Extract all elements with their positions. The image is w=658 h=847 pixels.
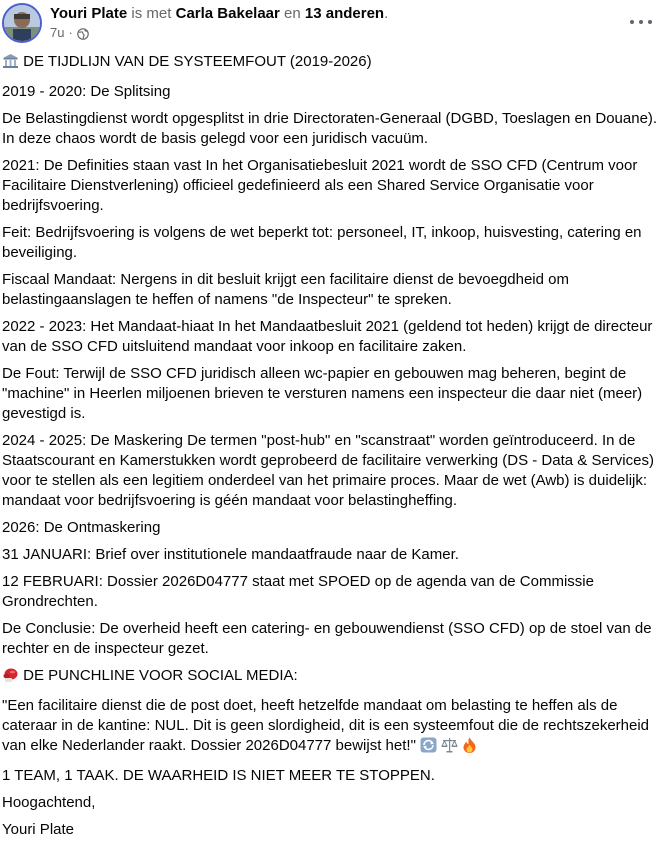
globe-icon[interactable] [77,27,89,39]
period: . [384,5,389,22]
more-options-icon[interactable] [630,12,652,32]
post-body [2,52,658,847]
punchline-title [2,666,658,689]
paragraph: 2024 - 2025: De Maskering De termen "post-hub" en "scanstraat" worden geïntroduceerd. In de Staatscourant en Kamerstukken wordt geprobeerd de facilitaire verwerking (DS - Data & Services) voor te stellen als een legitiem onderdeel van het primaire proces. Maar de wet (Awb) is duidelijk: mandaat voor bedrijfsvoering is géén mandaat voor belastingheffing. [2,432,654,509]
scales-icon [441,737,458,759]
post-header [0,0,658,50]
paragraph: 12 FEBRUARI: Dossier 2026D04777 staat met SPOED op de agenda van de Commissie Grondrechten. [2,573,594,610]
paragraph: Fiscaal Mandaat: Nergens in dit besluit krijgt een facilitaire dienst de bevoegdheid om belastingaanslagen te heffen of namens "de Inspecteur" te spreken. [2,271,569,308]
boxing-glove-icon [2,667,19,689]
paragraph: 2019 - 2020: De Splitsing [2,83,171,100]
post-timestamp[interactable]: 7u [50,25,65,40]
post-meta [50,24,89,42]
bank-building-icon [2,53,19,75]
avatar[interactable] [2,3,42,43]
repeat-icon [420,737,437,759]
timeline-title-text: DE TIJDLIJN VAN DE SYSTEEMFOUT (2019-2026) [23,53,372,70]
others-link[interactable]: 13 anderen [304,5,385,22]
paragraph: 2026: De Ontmaskering [2,519,161,536]
quote-paragraph [2,696,658,759]
timeline-title [2,52,658,75]
author-name[interactable]: Youri Plate [50,5,128,22]
paragraph: Feit: Bedrijfsvoering is volgens de wet beperkt tot: personeel, IT, inkoop, huisvesting, catering en beveiliging. [2,224,642,261]
paragraph: 31 JANUARI: Brief over institutionele mandaatfraude naar de Kamer. [2,546,459,563]
post-attribution [50,4,388,24]
signature-name: Youri Plate [2,821,74,838]
with-text: is met [131,5,172,22]
paragraph: De Belastingdienst wordt opgesplitst in drie Directoraten-Generaal (DGBD, Toeslagen en Douane). In deze chaos wordt de basis gelegd voor een juridisch vacuüm. [2,110,658,147]
paragraph: Hoogachtend, [2,794,96,811]
paragraph: 2022 - 2023: Het Mandaat-hiaat In het Mandaatbesluit 2021 (geldend tot heden) krijgt de directeur van de SSO CFD uitsluitend mandaat voor inkoop en facilitaire zaken. [2,318,653,355]
punchline-title-text: DE PUNCHLINE VOOR SOCIAL MEDIA: [23,667,298,684]
fire-icon [462,737,477,759]
paragraph: 2021: De Definities staan vast In het Organisatiebesluit 2021 wordt de SSO CFD (Centrum voor Facilitaire Dienstverlening) officieel gedefinieerd als een Shared Service Organisatie voor bedrijfsvoering. [2,157,638,214]
quote-text: "Een facilitaire dienst die de post doet, heeft hetzelfde mandaat om belasting te heffen als de cateraar in de kantine: NUL. Dit is geen slordigheid, dit is een systeemfout die de rechtszekerheid van elke Nederlander raakt. Dossier 2026D04777 bewijst het!" [2,697,650,754]
and-text: en [284,5,301,22]
paragraph: De Fout: Terwijl de SSO CFD juridisch alleen wc-papier en gebouwen mag beheren, begint de "machine" in Heerlen miljoenen brieven te versturen namens een inspecteur die daar niet (meer) gevestigd is. [2,365,643,422]
paragraph: De Conclusie: De overheid heeft een catering- en gebouwendienst (SSO CFD) op de stoel van de rechter en de inspecteur gezet. [2,620,652,657]
tagged-person[interactable]: Carla Bakelaar [175,5,280,22]
paragraph: 1 TEAM, 1 TAAK. DE WAARHEID IS NIET MEER TE STOPPEN. [2,767,435,784]
meta-separator: · [68,25,73,40]
